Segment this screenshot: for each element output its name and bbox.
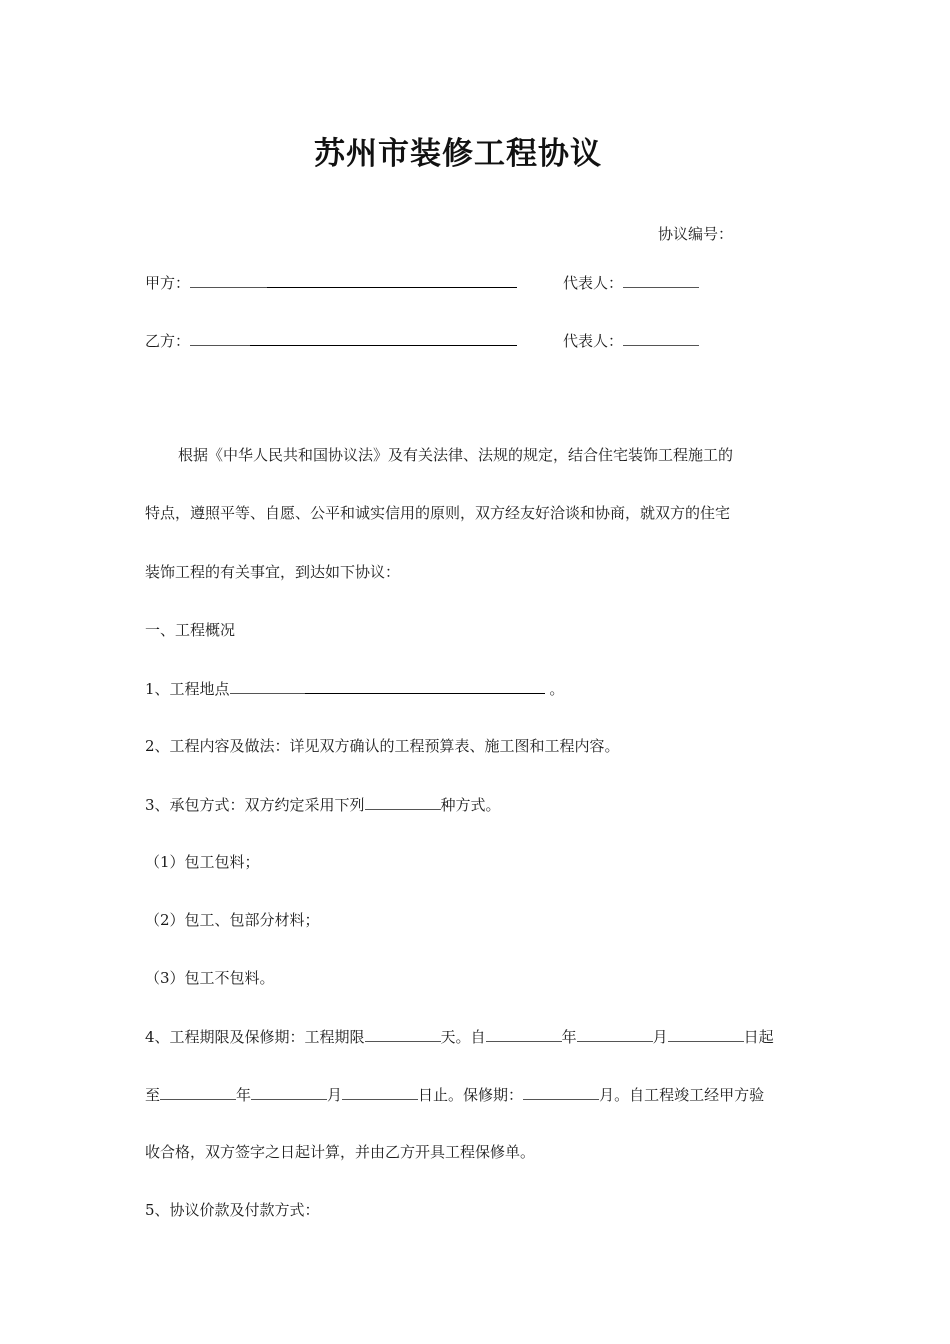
party-b-label: 乙方： [145,332,191,350]
item-2: 2、工程内容及做法：详见双方确认的工程预算表、施工图和工程内容。 [145,737,620,755]
item-4-text-i: 日止。保修期： [418,1086,524,1104]
option-1: （1）包工包料； [145,853,260,871]
item-4-text-h: 月 [327,1086,343,1104]
party-b-name-field[interactable] [250,330,517,346]
item-1-suffix: 。 [544,680,565,698]
item-4-text-c: 年 [561,1028,577,1046]
document-title: 苏州市装修工程协议 [314,136,602,172]
option-2: （2）包工、包部分材料； [145,911,320,929]
agreement-number-label: 协议编号： [658,225,734,243]
party-b-rep-label: 代表人： [563,332,624,350]
section-1-title: 一、工程概况 [145,621,236,639]
item-4-text-j: 月。自工程竣工经甲方验 [599,1086,765,1104]
item-3-row [145,794,501,815]
option-3: （3）包工不包料。 [145,969,275,987]
end-month-field[interactable] [251,1084,327,1100]
item-4-text-b: 天。自 [440,1028,486,1046]
item-4-text-f: 至 [145,1086,161,1104]
intro-line-3: 装饰工程的有关事宜，到达如下协议： [145,563,401,581]
start-day-field[interactable] [668,1026,744,1042]
duration-days-field[interactable] [365,1026,441,1042]
intro-line-2: 特点，遵照平等、自愿、公平和诚实信用的原则，双方经友好洽谈和协商，就双方的住宅 [145,504,731,522]
item-4-text-e: 日起 [743,1028,774,1046]
party-b-rep-row [563,330,699,351]
party-b-rep-field[interactable] [623,330,699,346]
party-a-rep-row [563,272,699,293]
party-a-name-field[interactable] [267,272,517,288]
item-4-text-g: 年 [236,1086,252,1104]
end-year-field[interactable] [160,1084,236,1100]
project-location-blank-short[interactable] [230,678,305,694]
item-4-text-d: 月 [652,1028,668,1046]
start-year-field[interactable] [486,1026,562,1042]
item-1-label: 1、工程地点 [145,680,230,698]
party-a-rep-label: 代表人： [563,274,624,292]
end-day-field[interactable] [342,1084,418,1100]
item-5: 5、协议价款及付款方式： [145,1201,320,1219]
party-b-row [145,330,517,351]
start-month-field[interactable] [577,1026,653,1042]
item-1-row [145,678,564,699]
item-4-line-1 [145,1026,774,1047]
party-a-blank-short[interactable] [190,272,267,288]
item-4-line-2 [145,1084,764,1105]
project-location-field[interactable] [305,678,545,694]
contract-mode-field[interactable] [365,794,441,810]
intro-line-1: 根据《中华人民共和国协议法》及有关法律、法规的规定，结合住宅装饰工程施工的 [178,446,734,464]
item-3-label: 3、承包方式：双方约定采用下列 [145,796,365,814]
party-b-blank-short[interactable] [190,330,250,346]
item-4-line-3: 收合格，双方签字之日起计算，并由乙方开具工程保修单。 [145,1143,536,1161]
warranty-months-field[interactable] [523,1084,599,1100]
party-a-label: 甲方： [145,274,191,292]
item-3-suffix: 种方式。 [440,796,501,814]
party-a-row [145,272,517,293]
item-4-text-a: 4、工程期限及保修期：工程期限 [145,1028,365,1046]
party-a-rep-field[interactable] [623,272,699,288]
